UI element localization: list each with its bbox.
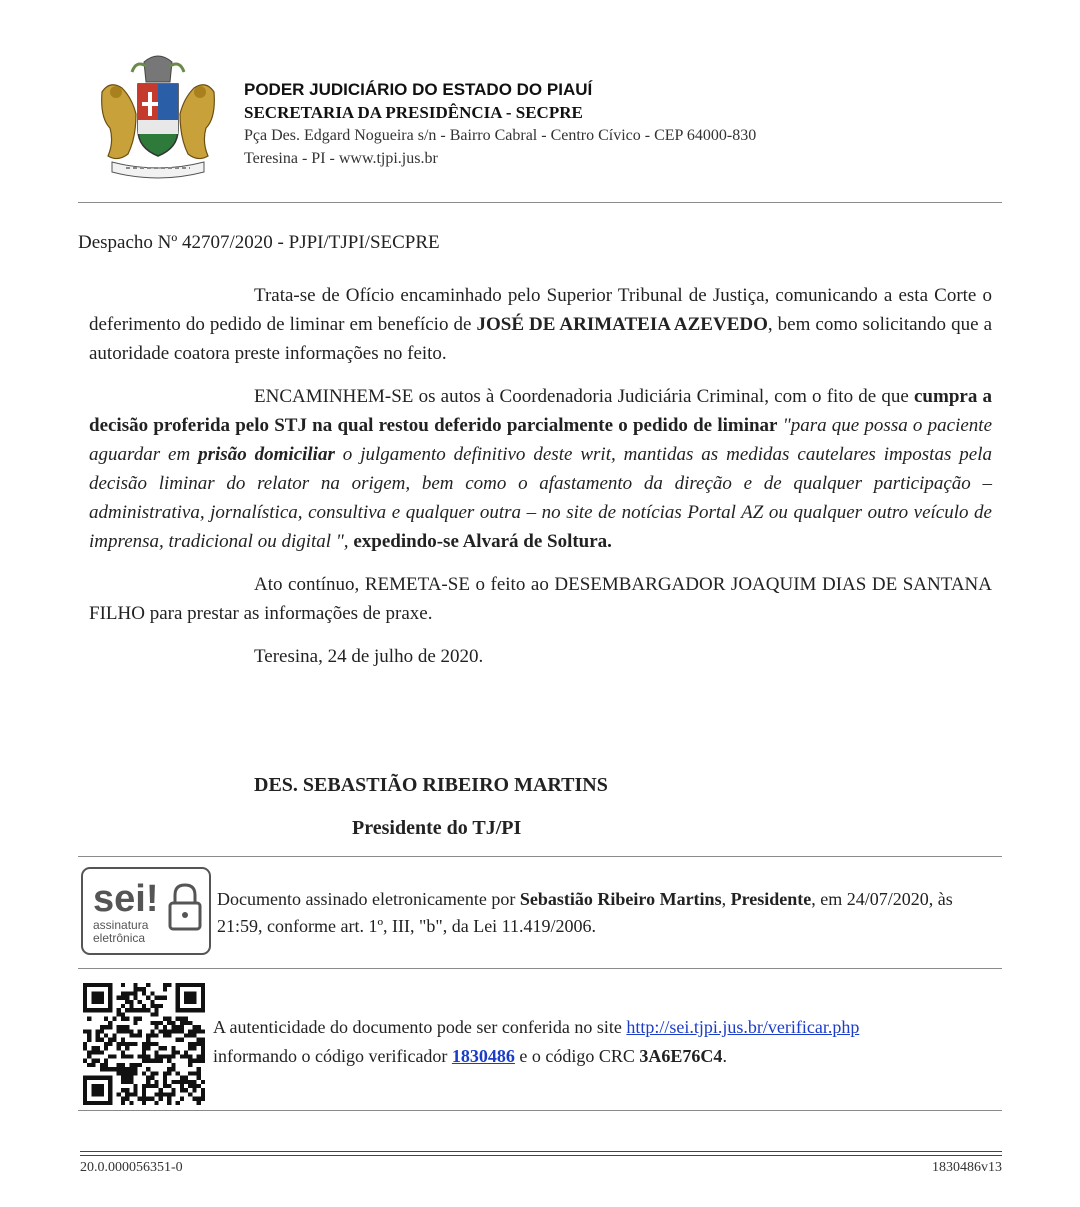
footer-double-rule: [80, 1151, 1002, 1156]
p2-release-order: expedindo-se Alvará de Soltura.: [348, 531, 612, 552]
crc-code: 3A6E76C4: [639, 1046, 723, 1066]
letterhead: [92, 52, 1002, 192]
signature-comma: ,: [721, 889, 731, 909]
signature-name: Sebastião Ribeiro Martins: [519, 889, 722, 909]
sei-caption-1: assinatura: [93, 918, 149, 932]
document-title: Despacho Nº 42707/2020 - PJPI/TJPI/SECPRE: [78, 232, 440, 253]
paragraph-3: Ato contínuo, REMETA-SE o feito ao DESEMBARGADOR JOAQUIM DIAS DE SANTANA FILHO para prestar as informações de praxe.: [89, 574, 992, 624]
p2-bold: cumpra a decisão proferida pelo STJ na qual restou deferido parcialmente o pedido de liminar: [89, 386, 993, 436]
coat-of-arms-icon: [92, 52, 224, 184]
authenticity-text-3: e o código CRC: [514, 1046, 640, 1066]
p1-text: Trata-se de Ofício encaminhado pelo Superior Tribunal de Justiça, comunicando a esta Corte o deferimento do pedido de liminar em benefício de: [89, 285, 992, 335]
sei-signature-logo: [81, 867, 211, 955]
verifier-code-link[interactable]: 1830486: [451, 1046, 515, 1066]
signature-text: Documento assinado eletronicamente por: [217, 889, 520, 909]
authenticity-text-2: informando o código verificador: [213, 1046, 452, 1066]
date-line: Teresina, 24 de julho de 2020.: [254, 646, 484, 667]
signer-role: Presidente do TJ/PI: [352, 817, 522, 839]
sei-caption-2: eletrônica: [93, 931, 146, 945]
qr-code[interactable]: [83, 983, 205, 1105]
p1-text-end: , bem como solicitando que a autoridade coatora preste informações no feito.: [89, 314, 992, 364]
electronic-signature-note: [217, 886, 997, 940]
signature-details: , em 24/07/2020, às 21:59, conforme art. 1º, III, "b", da Lei 11.419/2006.: [217, 889, 953, 936]
signature-divider-bottom: [78, 968, 1002, 969]
signature-divider-top: [78, 856, 1002, 857]
department-name: SECRETARIA DA PRESIDÊNCIA - SECPRE: [244, 103, 583, 122]
authenticity-text: A autenticidade do documento pode ser conferida no site: [213, 1017, 627, 1037]
signature-role: Presidente: [730, 889, 812, 909]
p2-quote-emphasis: prisão domiciliar: [198, 444, 335, 465]
authenticity-end: .: [722, 1046, 727, 1066]
verification-link[interactable]: http://sei.tjpi.jus.br/verificar.php: [626, 1017, 860, 1037]
authenticity-divider: [78, 1110, 1002, 1111]
p2-text: ENCAMINHEM-SE os autos à Coordenadoria Judiciária Criminal, com o fito de que: [254, 386, 914, 407]
p2-quote-end: o julgamento definitivo deste writ, mantidas as medidas cautelares impostas pela decisão liminar do relator na origem, bem como o afastamento da direção e de qualquer participação – administrativa, jornalística, consultiva e qualquer outra – no site de notícias Portal AZ ou qualquer outro veículo de imprensa, tradicional ou digital ",: [89, 444, 992, 552]
beneficiary-name: JOSÉ DE ARIMATEIA AZEVEDO: [476, 314, 768, 335]
p2-quote-start: "para que possa o paciente aguardar em: [89, 415, 993, 465]
letterhead-text: [244, 78, 756, 170]
header-divider: [78, 202, 1002, 203]
paragraph-2: [89, 382, 992, 556]
authenticity-note: [213, 1013, 1003, 1071]
process-number: 20.0.000056351-0: [80, 1160, 183, 1175]
sei-wordmark: sei!: [93, 878, 159, 920]
paragraph-1: [89, 281, 992, 368]
document-body: [89, 281, 992, 685]
city-website-line: Teresina - PI - www.tjpi.jus.br: [244, 150, 438, 167]
document-version: 1830486v13: [932, 1160, 1002, 1175]
address-line: Pça Des. Edgard Nogueira s/n - Bairro Cabral - Centro Cívico - CEP 64000-830: [244, 127, 757, 144]
institution-name: PODER JUDICIÁRIO DO ESTADO DO PIAUÍ: [244, 80, 593, 99]
signer-name: DES. SEBASTIÃO RIBEIRO MARTINS: [254, 774, 608, 796]
